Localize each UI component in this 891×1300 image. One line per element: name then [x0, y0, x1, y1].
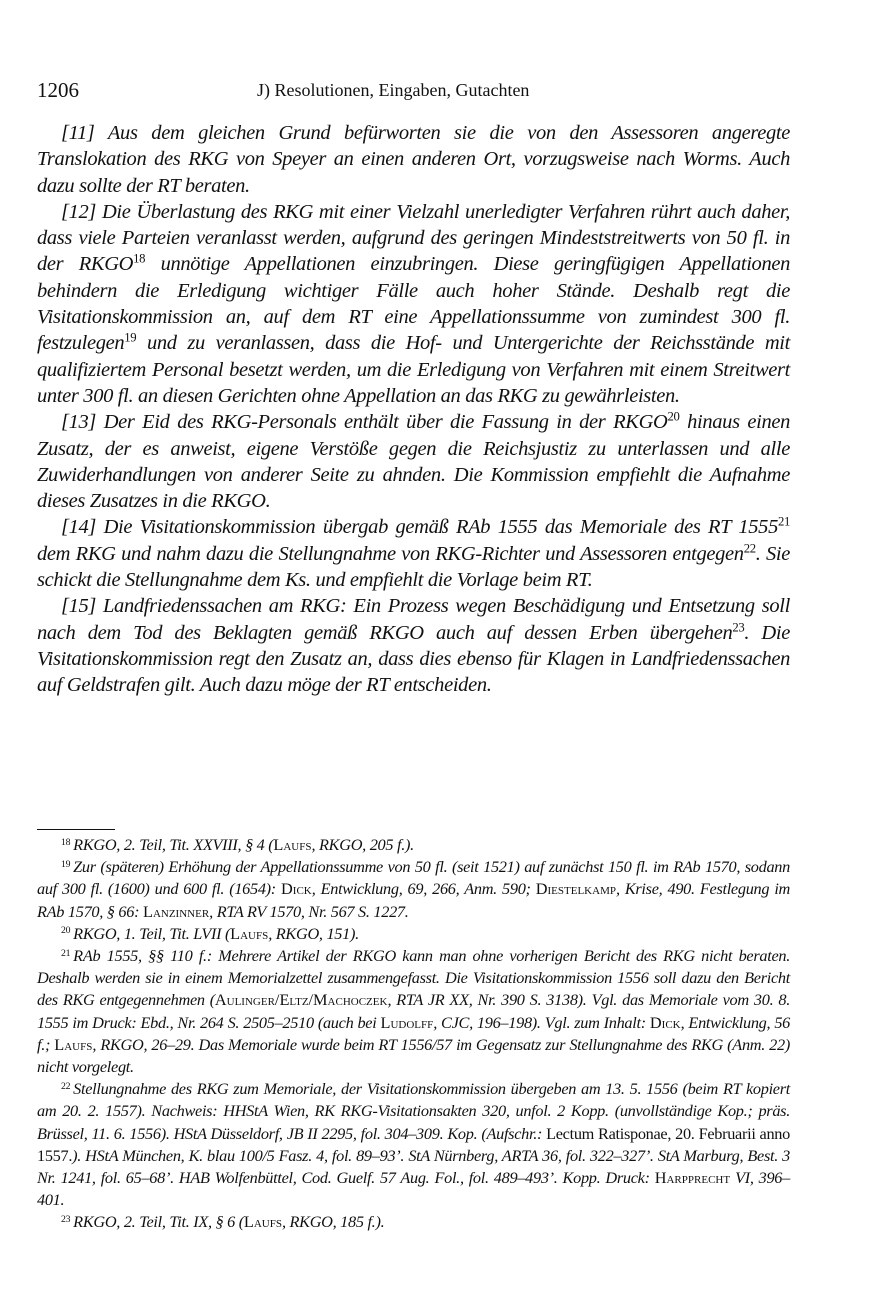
paragraph-12: [12] Die Überlastung des RKG mit einer Vielzahl unerledigter Verfahren rührt auch daher, dass viele Parteien veranlasst werden, aufgrund des geringen Mindeststreitwerts von 50 fl. in der RKGO$^{18}$ unnötige Appellationen einzubringen. Diese geringfügigen Appellationen behindern die Erledigung wichtiger Fälle auch hoher Stände. Deshalb regt die Visitationskommission an, auf dem RT eine Appellationssumme von zumindest 300 fl. festzulegen$^{19}$ und zu veranlassen, dass die Hof- und Untergerichte der Reichsstände mit qualifiziertem Personal besetzt werden, um die Erledigung von Verfahren mit einem Streitwert unter 300 fl. an diesen Gerichten ohne Appellation an das RKG zu gewährleisten.	[37, 200, 790, 407]
footnote-ref-21[interactable]: 21	[777, 514, 790, 529]
footnote-20: $^{20}$ RKGO, 1. Teil, Tit. LVII (Laufs, RKGO, 151).	[61, 923, 359, 943]
footnote-ref-22[interactable]: 22	[743, 541, 756, 556]
footnote-ref-23[interactable]: 23	[732, 620, 745, 635]
running-head	[37, 78, 790, 106]
running-title: J) Resolutionen, Eingaben, Gutachten	[257, 80, 530, 100]
footnote-ref-20[interactable]: 20	[667, 409, 680, 424]
footnote-22: $^{22}$ Stellungnahme des RKG zum Memoriale, der Visitationskommission übergeben am 13. 5. 1556 (beim RT kopiert am 20. 2. 1557). Nachweis: HHStA Wien, RK RKG-Visitationsakten 320, unfol. 2 Kopp. (unvollständige Kop.; präs. Brüssel, 11. 6. 1556). HStA Düsseldorf, JB II 2295, fol. 304–309. Kop. (Aufschr.: Lectum Ratisponae, 20. Februarii anno 1557.). HStA München, K. blau 100/5 Fasz. 4, fol. 89–93’. StA Nürnberg, ARTA 36, fol. 322–327’. StA Marburg, Best. 3 Nr. 1241, fol. 65–68’. HAB Wolfenbüttel, Cod. Guelf. 57 Aug. Fol., fol. 489–493’. Kopp. Druck: Harpprecht VI, 396–401.	[37, 1079, 790, 1210]
paragraph-13: [13] Der Eid des RKG-Personals enthält über die Fassung in der RKGO$^{20}$ hinaus einen Zusatz, der es anweist, eigene Verstöße gegen die Reichsjustiz zu unterlassen und alle Zuwiderhandlungen von anderer Seite zu ahnden. Die Kommission empfiehlt die Aufnahme dieses Zusatzes in die RKGO.	[37, 409, 790, 513]
footnotes	[37, 834, 790, 1234]
footnote-ref-19[interactable]: 19	[124, 330, 137, 345]
paragraph-11: [11] Aus dem gleichen Grund befürworten sie die von den Assessoren angeregte Translokation des RKG von Speyer an einen anderen Ort, vorzugsweise nach Worms. Auch dazu sollte der RT beraten.	[37, 122, 790, 197]
footnote-23: $^{23}$ RKGO, 2. Teil, Tit. IX, § 6 (Laufs, RKGO, 185 f.).	[61, 1212, 385, 1232]
footnote-18: $^{18}$ RKGO, 2. Teil, Tit. XXVIII, § 4 (Laufs, RKGO, 205 f.).	[61, 835, 414, 854]
footnote-separator	[37, 829, 115, 830]
paragraph-14: [14] Die Visitationskommission übergab gemäß RAb 1555 das Memoriale des RT 1555$^{21}$ dem RKG und nahm dazu die Stellungnahme von RKG-Richter und Assessoren entgegen$^{22}$. Sie schickt die Stellungnahme dem Ks. und empfiehlt die Vorlage beim RT.	[37, 514, 791, 592]
footnote-19: $^{19}$ Zur (späteren) Erhöhung der Appellationssumme von 50 fl. (seit 1521) auf zunächst 150 fl. im RAb 1570, sodann auf 300 fl. (1600) und 600 fl. (1654): Dick, Entwicklung, 69, 266, Anm. 590; Diestelkamp, Krise, 490. Festlegung im RAb 1570, § 66: Lanzinner, RTA RV 1570, Nr. 567 S. 1227.	[37, 857, 790, 921]
main-text	[37, 120, 790, 699]
footnote-21: $^{21}$ RAb 1555, §§ 110 f.: Mehrere Artikel der RKGO kann man ohne vorherigen Bericht des RKG nicht beraten. Deshalb werden sie in einem Memorialzettel zusammengefasst. Die Visitationskommission 1556 soll dazu den Bericht des RKG entgegennehmen (Aulinger/Eltz/Machoczek, RTA JR XX, Nr. 390 S. 3138). Vgl. das Memoriale vom 30. 8. 1555 im Druck: Ebd., Nr. 264 S. 2505–2510 (auch bei Ludolff, CJC, 196–198). Vgl. zum Inhalt: Dick, Entwicklung, 56 f.; Laufs, RKGO, 26–29. Das Memoriale wurde beim RT 1556/57 im Gegensatz zur Stellungnahme des RKG (Anm. 22) nicht vorgelegt.	[37, 946, 791, 1077]
paragraph-15: [15] Landfriedenssachen am RKG: Ein Prozess wegen Beschädigung und Entsetzung soll nach dem Tod des Beklagten gemäß RKGO auch auf dessen Erben übergehen$^{23}$. Die Visitationskommission regt den Zusatz an, dass dies ebenso für Klagen in Landfriedenssachen auf Geldstrafen gilt. Auch dazu möge der RT entscheiden.	[37, 595, 790, 697]
page-number: 1206	[37, 78, 79, 102]
footnote-ref-18[interactable]: 18	[133, 251, 146, 266]
